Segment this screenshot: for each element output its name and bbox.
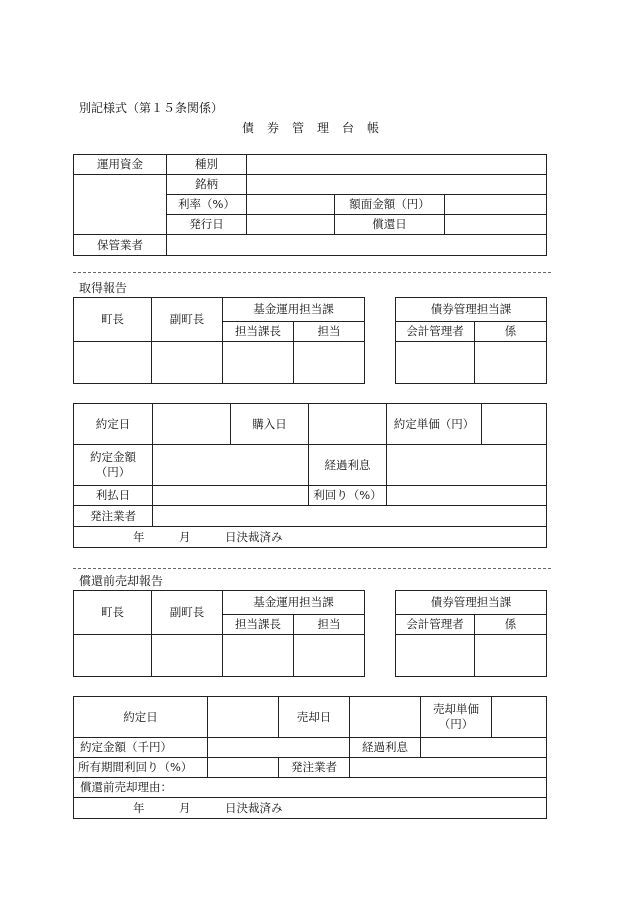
section-chief-seal-box[interactable] [223, 342, 294, 384]
ordering-dealer-label: 発注業者 [279, 758, 350, 778]
yield-label: 利回り（%） [309, 486, 387, 506]
contract-date-label: 約定日 [74, 404, 153, 445]
acquisition-bond-approval-table [395, 297, 547, 384]
decision-line: 年 月 日決裁済み [74, 798, 547, 819]
accounting-manager-label: 会計管理者 [396, 322, 475, 342]
contract-unit-price-value[interactable] [482, 404, 547, 445]
ordering-dealer-label: 発注業者 [74, 506, 153, 527]
divider [73, 568, 551, 569]
accounting-manager-seal-box[interactable] [396, 635, 475, 677]
staff-seal-box[interactable] [294, 635, 365, 677]
staff-label: 担当 [294, 615, 365, 635]
custodian-label: 保管業者 [74, 235, 167, 256]
section-chief-label: 担当課長 [223, 615, 294, 635]
sale-reason[interactable]: 償還前売却理由： [74, 778, 547, 798]
divider [73, 272, 551, 273]
early-sale-approval-table [73, 590, 365, 677]
early-sale-bond-approval-table [395, 590, 547, 677]
type-label: 種別 [167, 155, 247, 175]
yield-value[interactable] [387, 486, 547, 506]
mayor-label: 町長 [74, 298, 152, 342]
form-note: 別記様式（第１５条関係） [79, 101, 224, 115]
deputy-mayor-label: 副町長 [152, 591, 223, 635]
sale-date-label: 売却日 [279, 697, 350, 738]
staff-seal-box[interactable] [294, 342, 365, 384]
acquisition-section-title: 取得報告 [79, 281, 128, 295]
staff-label: 担当 [294, 322, 365, 342]
purchase-date-label: 購入日 [231, 404, 309, 445]
fund-label: 運用資金 [74, 155, 167, 175]
fund-section-label: 基金運用担当課 [223, 298, 365, 322]
interest-payment-date-value[interactable] [153, 486, 309, 506]
type-value[interactable] [247, 155, 547, 175]
section-chief-label: 担当課長 [223, 322, 294, 342]
accrued-interest-label: 経過利息 [350, 738, 421, 758]
contract-amount-label: 約定金額 （円） [74, 445, 153, 486]
contract-date-value[interactable] [153, 404, 231, 445]
early-sale-section-title: 償還前売却報告 [79, 574, 164, 588]
acquisition-approval-table [73, 297, 365, 384]
fund-section-label: 基金運用担当課 [223, 591, 365, 615]
bond-section-label: 債券管理担当課 [396, 298, 547, 322]
issue-date-label: 発行日 [167, 215, 247, 235]
contract-date-label: 約定日 [74, 697, 208, 738]
mayor-seal-box[interactable] [74, 635, 152, 677]
decision-line: 年 月 日決裁済み [74, 527, 547, 548]
rate-value[interactable] [247, 195, 335, 215]
clerk-seal-box[interactable] [475, 635, 547, 677]
mayor-label: 町長 [74, 591, 152, 635]
issue-date-value[interactable] [247, 215, 335, 235]
page-title: 債券管理台帳 [242, 121, 393, 135]
accrued-interest-label: 経過利息 [309, 445, 387, 486]
purchase-date-value[interactable] [309, 404, 387, 445]
custodian-value[interactable] [167, 235, 547, 256]
section-chief-seal-box[interactable] [223, 635, 294, 677]
face-value-label: 額面金額（円） [335, 195, 445, 215]
brand-value[interactable] [247, 175, 547, 195]
ordering-dealer-value[interactable] [350, 758, 547, 778]
contract-amount-value[interactable] [153, 445, 309, 486]
holding-yield-value[interactable] [208, 758, 279, 778]
fund-value[interactable] [74, 175, 167, 235]
acquisition-details-table [73, 403, 547, 548]
clerk-label: 係 [475, 322, 547, 342]
clerk-label: 係 [475, 615, 547, 635]
accounting-manager-label: 会計管理者 [396, 615, 475, 635]
deputy-mayor-seal-box[interactable] [152, 635, 223, 677]
sale-unit-price-value[interactable] [492, 697, 547, 738]
fund-table [73, 154, 547, 256]
early-sale-details-table [73, 696, 547, 819]
sale-date-value[interactable] [350, 697, 421, 738]
contract-amount-label: 約定金額（千円） [74, 738, 208, 758]
contract-unit-price-label: 約定単価（円） [387, 404, 482, 445]
redemption-date-label: 償還日 [335, 215, 445, 235]
face-value-value[interactable] [445, 195, 547, 215]
interest-payment-date-label: 利払日 [74, 486, 153, 506]
accounting-manager-seal-box[interactable] [396, 342, 475, 384]
accrued-interest-value[interactable] [387, 445, 547, 486]
ordering-dealer-value[interactable] [153, 506, 547, 527]
mayor-seal-box[interactable] [74, 342, 152, 384]
deputy-mayor-seal-box[interactable] [152, 342, 223, 384]
clerk-seal-box[interactable] [475, 342, 547, 384]
deputy-mayor-label: 副町長 [152, 298, 223, 342]
rate-label: 利率（%） [167, 195, 247, 215]
accrued-interest-value[interactable] [421, 738, 547, 758]
holding-yield-label: 所有期間利回り（%） [74, 758, 208, 778]
redemption-date-value[interactable] [445, 215, 547, 235]
contract-date-value[interactable] [208, 697, 279, 738]
contract-amount-value[interactable] [208, 738, 350, 758]
bond-section-label: 債券管理担当課 [396, 591, 547, 615]
sale-unit-price-label: 売却単価 （円） [421, 697, 492, 738]
brand-label: 銘柄 [167, 175, 247, 195]
